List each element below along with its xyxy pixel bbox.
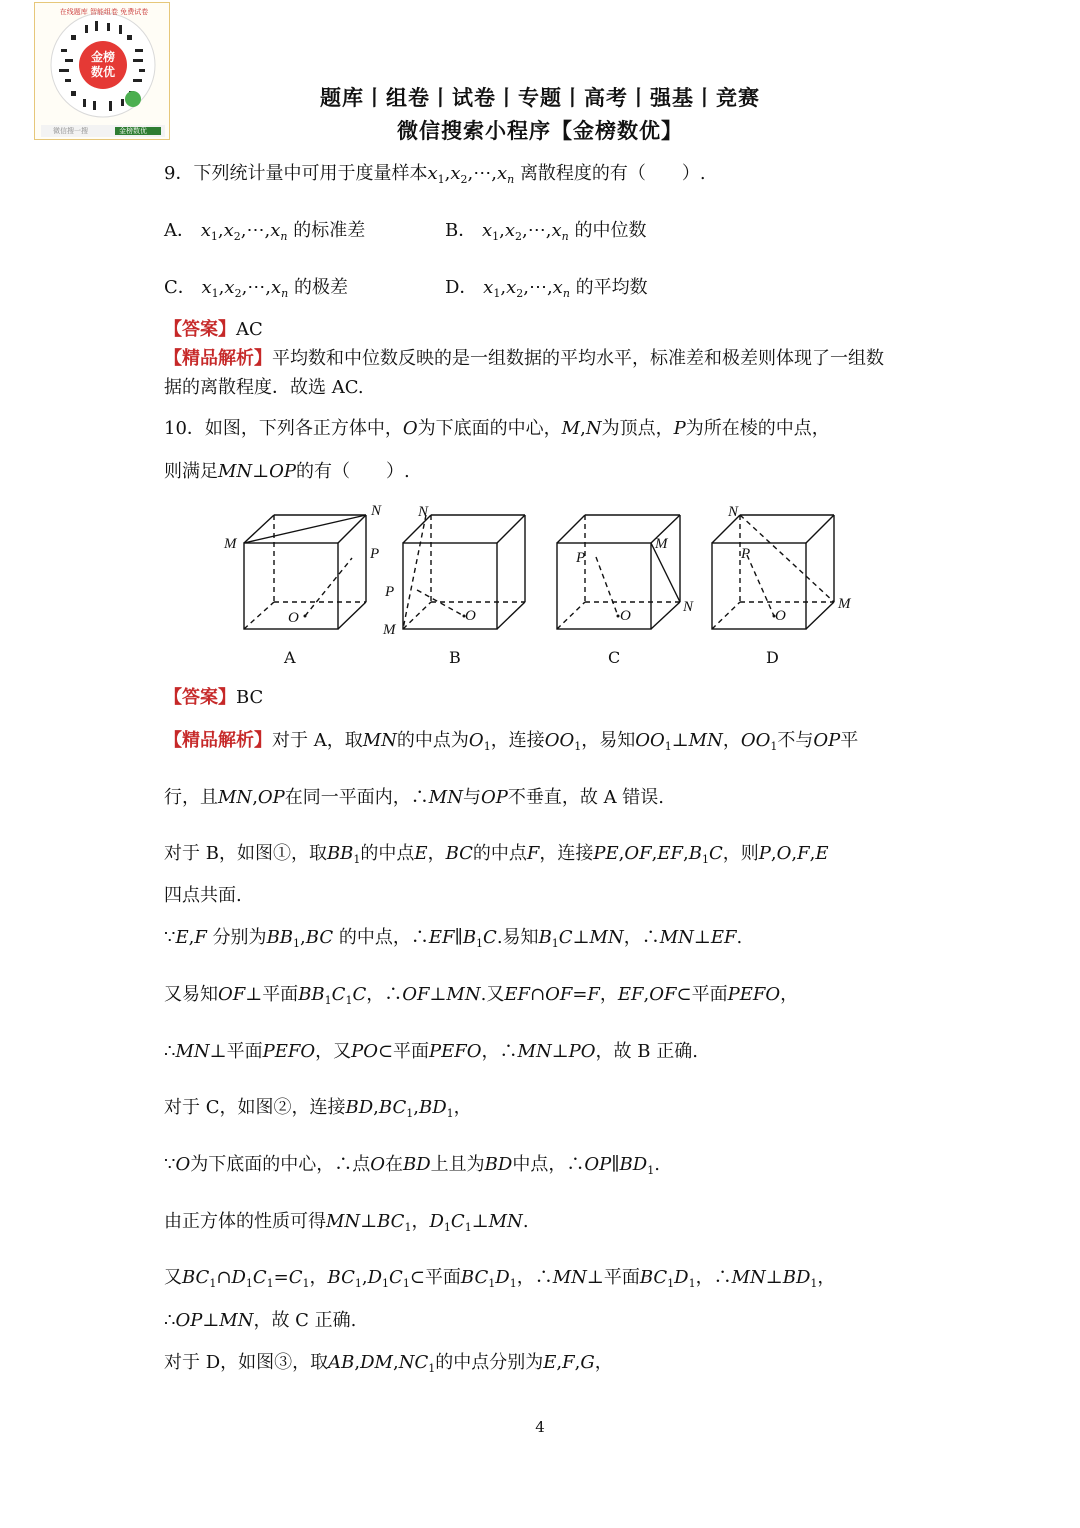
qr-footer-tag: 金榜数优: [119, 127, 147, 135]
q10-stem-line1: 10．如图，下列各正方体中，O为下底面的中心，M,N为顶点，P为所在棱的中点，: [164, 418, 830, 439]
q10-analysis-line12: ∴OP⊥MN，故 C 正确.: [164, 1310, 357, 1331]
svg-text:P: P: [741, 546, 751, 562]
q10-analysis-line8: 对于 C，如图②，连接$BD,BC_1,BD_1$，: [164, 1097, 472, 1120]
q9-analysis-line1: 【精品解析】平均数和中位数反映的是一组数据的平均水平，标准差和极差则体现了一组数: [164, 348, 884, 369]
header-search-line: 微信搜索小程序【金榜数优】: [397, 118, 683, 143]
q9-stem: 9．下列统计量中可用于度量样本$x_1,x_2,\cdots,x_n$ 离散程度的有（ ）.: [164, 163, 706, 186]
svg-text:N: N: [371, 503, 382, 519]
q10-stem-line2: 则满足MN⊥OP的有（ ）.: [164, 461, 410, 482]
svg-text:P: P: [385, 584, 395, 600]
svg-text:N: N: [418, 504, 429, 520]
cube-a: [244, 515, 366, 629]
cube-b: [403, 515, 525, 629]
svg-text:M: M: [838, 596, 851, 612]
figure-label-a: A: [284, 648, 296, 667]
svg-text:P: P: [370, 546, 380, 562]
svg-text:O: O: [465, 608, 476, 624]
header-nav-line: 题库丨组卷丨试卷丨专题丨高考丨强基丨竞赛: [320, 85, 760, 110]
svg-text:金榜: 金榜: [90, 50, 116, 64]
svg-text:M: M: [383, 622, 396, 638]
svg-text:O: O: [775, 608, 786, 624]
q10-analysis-line6: 又易知OF⊥平面$BB_1C_1C$，∴OF⊥MN.又EF∩OF=F，EF,OF⊂平面PEFO，: [164, 984, 799, 1007]
figure-label-c: C: [608, 648, 621, 667]
q10-analysis-line4: 四点共面.: [164, 885, 242, 906]
q9-answer: 【答案】AC: [164, 319, 263, 340]
q10-analysis-line3: 对于 B，如图①，取$BB_1$的中点E，BC的中点F，连接$PE,OF,EF,B_1C$，则P,O,F,E: [164, 843, 829, 866]
svg-text:N: N: [728, 504, 739, 520]
q9-option-d: D． $x_1,x_2,\cdots,x_n$ 的平均数: [445, 277, 648, 300]
q10-analysis-line1: 【精品解析】对于 A，取MN的中点为$O_1$，连接$OO_1$，易知$OO_1\perp MN$，$OO_1$不与OP平: [164, 730, 859, 753]
svg-text:O: O: [620, 608, 631, 624]
svg-text:数优: 数优: [90, 65, 116, 79]
svg-text:O: O: [288, 610, 299, 626]
q9-option-c: C． $x_1,x_2,\cdots,x_n$ 的极差: [164, 277, 348, 300]
cube-figures-svg: [200, 498, 900, 673]
page-number: 4: [535, 1418, 545, 1436]
q10-answer: 【答案】BC: [164, 687, 264, 708]
q10-analysis-line2: 行，且MN,OP在同一平面内，∴MN与OP不垂直，故 A 错误.: [164, 787, 665, 808]
cube-figures: [200, 498, 900, 673]
q10-analysis-line7: ∴MN⊥平面PEFO，又PO⊂平面PEFO，∴MN⊥PO，故 B 正确.: [164, 1041, 698, 1062]
svg-text:N: N: [683, 599, 694, 615]
q9-option-a: A． $x_1,x_2,\cdots,x_n$ 的标准差: [164, 220, 366, 243]
q10-analysis-line5: ∵E,F 分别为$BB_1,BC$ 的中点，$\therefore EF\parallel B_1C$.易知$B_1C\perp MN$，∴MN⊥EF.: [164, 927, 743, 950]
q10-analysis-line13: 对于 D，如图③，取$AB,DM,NC_1$的中点分别为E,F,G，: [164, 1352, 613, 1375]
q10-analysis-line10: 由正方体的性质可得$MN\perp BC_1$，$D_1C_1\perp MN$.: [164, 1211, 529, 1234]
figure-label-d: D: [766, 648, 779, 667]
svg-text:M: M: [224, 536, 237, 552]
cube-c: [557, 515, 680, 629]
figure-label-b: B: [449, 648, 461, 667]
q10-analysis-line9: ∵O为下底面的中心，∴点O在BD上且为BD中点，$\therefore OP\parallel BD_1$.: [164, 1154, 660, 1177]
svg-text:M: M: [655, 536, 668, 552]
q10-analysis-line11: 又$BC_1\cap D_1C_1=C_1$，$BC_1,D_1C_1\subset$平面$BC_1D_1$，∴MN⊥平面$BC_1D_1$，$\therefore MN\perp BD_1$，: [164, 1267, 836, 1290]
q9-analysis-line2: 据的离散程度．故选 AC.: [164, 377, 364, 398]
cube-d: [712, 515, 834, 629]
qr-ring-text: 在线题库 智能组卷 免费试卷: [59, 8, 149, 16]
qr-footer-text: 微信搜一搜: [53, 127, 88, 135]
svg-text:P: P: [576, 550, 586, 566]
q9-option-b: B． $x_1,x_2,\cdots,x_n$ 的中位数: [445, 220, 647, 243]
